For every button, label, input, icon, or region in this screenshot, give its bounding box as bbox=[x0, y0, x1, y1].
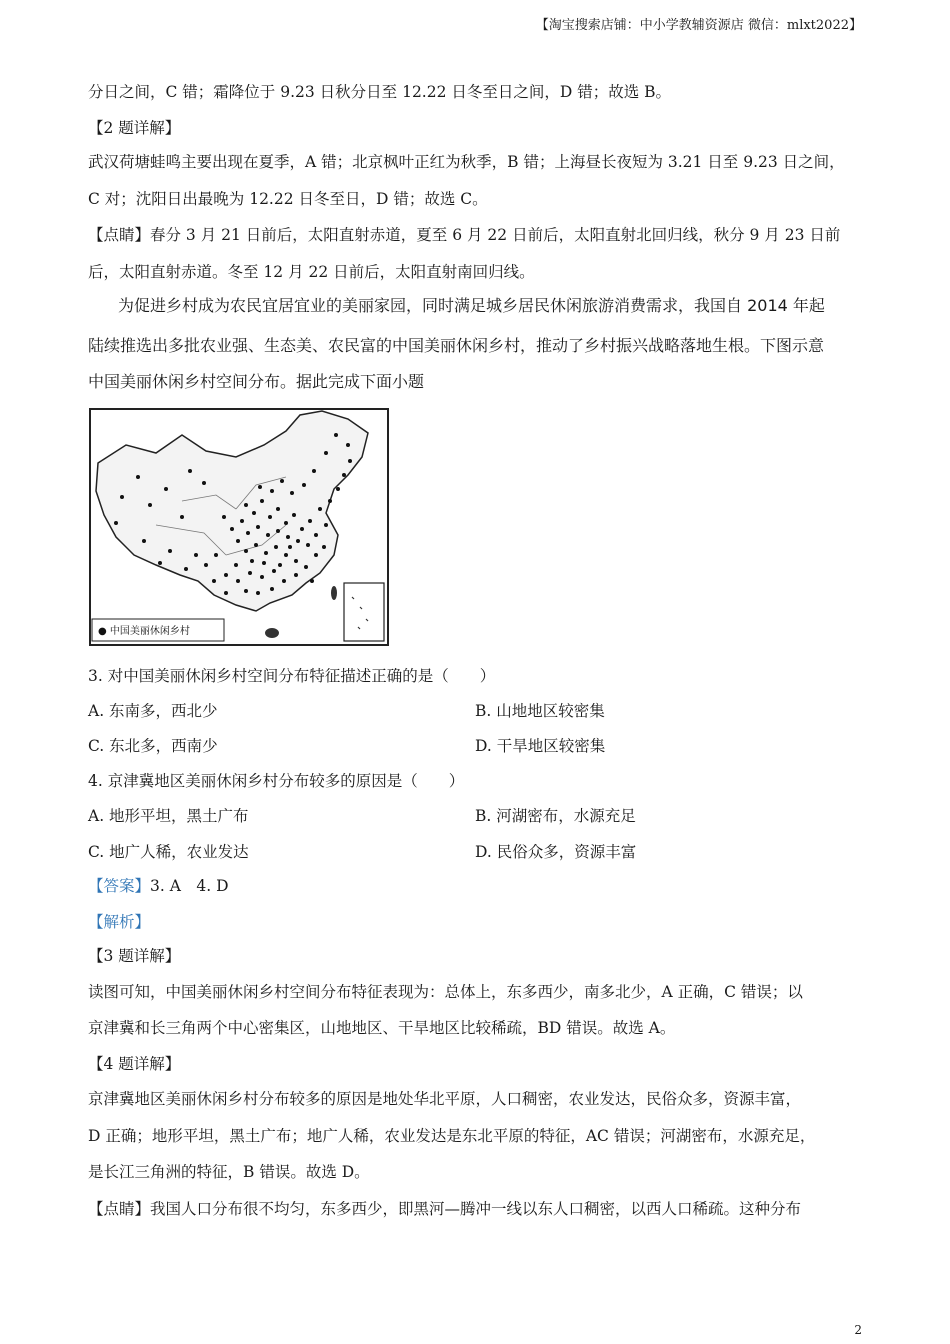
south-sea-inset bbox=[344, 583, 384, 641]
option-c: C. 地广人稀，农业发达 bbox=[88, 843, 249, 861]
option-b: B. 河湖密布，水源充足 bbox=[475, 807, 636, 825]
text-line: 读图可知，中国美丽休闲乡村空间分布特征表现为：总体上，东多西少，南多北少，A 正确，C 错误；以 bbox=[88, 983, 803, 1001]
china-village-map bbox=[86, 405, 390, 648]
text-line: 京津冀和长三角两个中心密集区，山地地区、干旱地区比较稀疏，BD 错误。故选 A。 bbox=[88, 1019, 676, 1037]
analysis-label: 【解析】 bbox=[88, 913, 151, 931]
text-line: 是长江三角洲的特征，B 错误。故选 D。 bbox=[88, 1163, 370, 1181]
question-stem: 4. 京津冀地区美丽休闲乡村分布较多的原因是（ ） bbox=[88, 772, 465, 790]
page-header: 【淘宝搜索店铺：中小学教辅资源店 微信：mlxt2022】 bbox=[535, 18, 862, 33]
text-line: 后，太阳直射赤道。冬至 12 月 22 日前后，太阳直射南回归线。 bbox=[88, 263, 535, 281]
section-heading: 【3 题详解】 bbox=[88, 947, 181, 965]
option-a: A. 东南多，西北少 bbox=[88, 702, 218, 720]
text-line: C 对；沈阳日出最晚为 12.22 日冬至日，D 错；故选 C。 bbox=[88, 190, 488, 208]
text-line: 武汉荷塘蛙鸣主要出现在夏季，A 错；北京枫叶正红为秋季，B 错；上海昼长夜短为 3.21 日至 9.23 日之间， bbox=[88, 153, 845, 171]
map-legend: ● 中国美丽休闲乡村 bbox=[98, 626, 190, 637]
option-d: D. 干旱地区较密集 bbox=[475, 737, 606, 755]
answer-line bbox=[88, 876, 229, 896]
text-line: D 正确；地形平坦，黑土广布；地广人稀，农业发达是东北平原的特征，AC 错误；河湖密布，水源充足， bbox=[88, 1127, 816, 1145]
question-stem: 3. 对中国美丽休闲乡村空间分布特征描述正确的是（ ） bbox=[88, 667, 496, 685]
hainan-island bbox=[265, 628, 279, 638]
section-heading: 【4 题详解】 bbox=[88, 1055, 181, 1073]
option-b: B. 山地地区较密集 bbox=[475, 702, 605, 720]
intro-paragraph: 陆续推选出多批农业强、生态美、农民富的中国美丽休闲乡村，推动了乡村振兴战略落地生根。下图示意 bbox=[88, 336, 825, 355]
page-number: 2 bbox=[854, 1323, 862, 1337]
intro-paragraph: 为促进乡村成为农民宜居宜业的美丽家园，同时满足城乡居民休闲旅游消费需求，我国自 2014 年起 bbox=[118, 296, 825, 315]
taiwan-island bbox=[331, 586, 337, 600]
intro-paragraph: 中国美丽休闲乡村空间分布。据此完成下面小题 bbox=[88, 372, 425, 391]
tip-line: 【点睛】我国人口分布很不均匀，东多西少，即黑河—腾冲一线以东人口稠密，以西人口稀疏。这种分布 bbox=[88, 1200, 802, 1218]
text-line: 京津冀地区美丽休闲乡村分布较多的原因是地处华北平原，人口稠密，农业发达，民俗众多，资源丰富， bbox=[88, 1090, 802, 1108]
map-svg bbox=[86, 405, 390, 648]
section-heading: 【2 题详解】 bbox=[88, 119, 181, 137]
option-d: D. 民俗众多，资源丰富 bbox=[475, 843, 637, 861]
text-line: 分日之间，C 错；霜降位于 9.23 日秋分日至 12.22 日冬至日之间，D 错；故选 B。 bbox=[88, 83, 672, 101]
option-c: C. 东北多，西南少 bbox=[88, 737, 218, 755]
answer-text: 3. A 4. D bbox=[150, 877, 229, 895]
answer-label: 【答案】 bbox=[88, 877, 151, 895]
option-a: A. 地形平坦，黑土广布 bbox=[88, 807, 249, 825]
tip-line: 【点睛】春分 3 月 21 日前后，太阳直射赤道，夏至 6 月 22 日前后，太阳直射北回归线，秋分 9 月 23 日前 bbox=[88, 226, 841, 244]
